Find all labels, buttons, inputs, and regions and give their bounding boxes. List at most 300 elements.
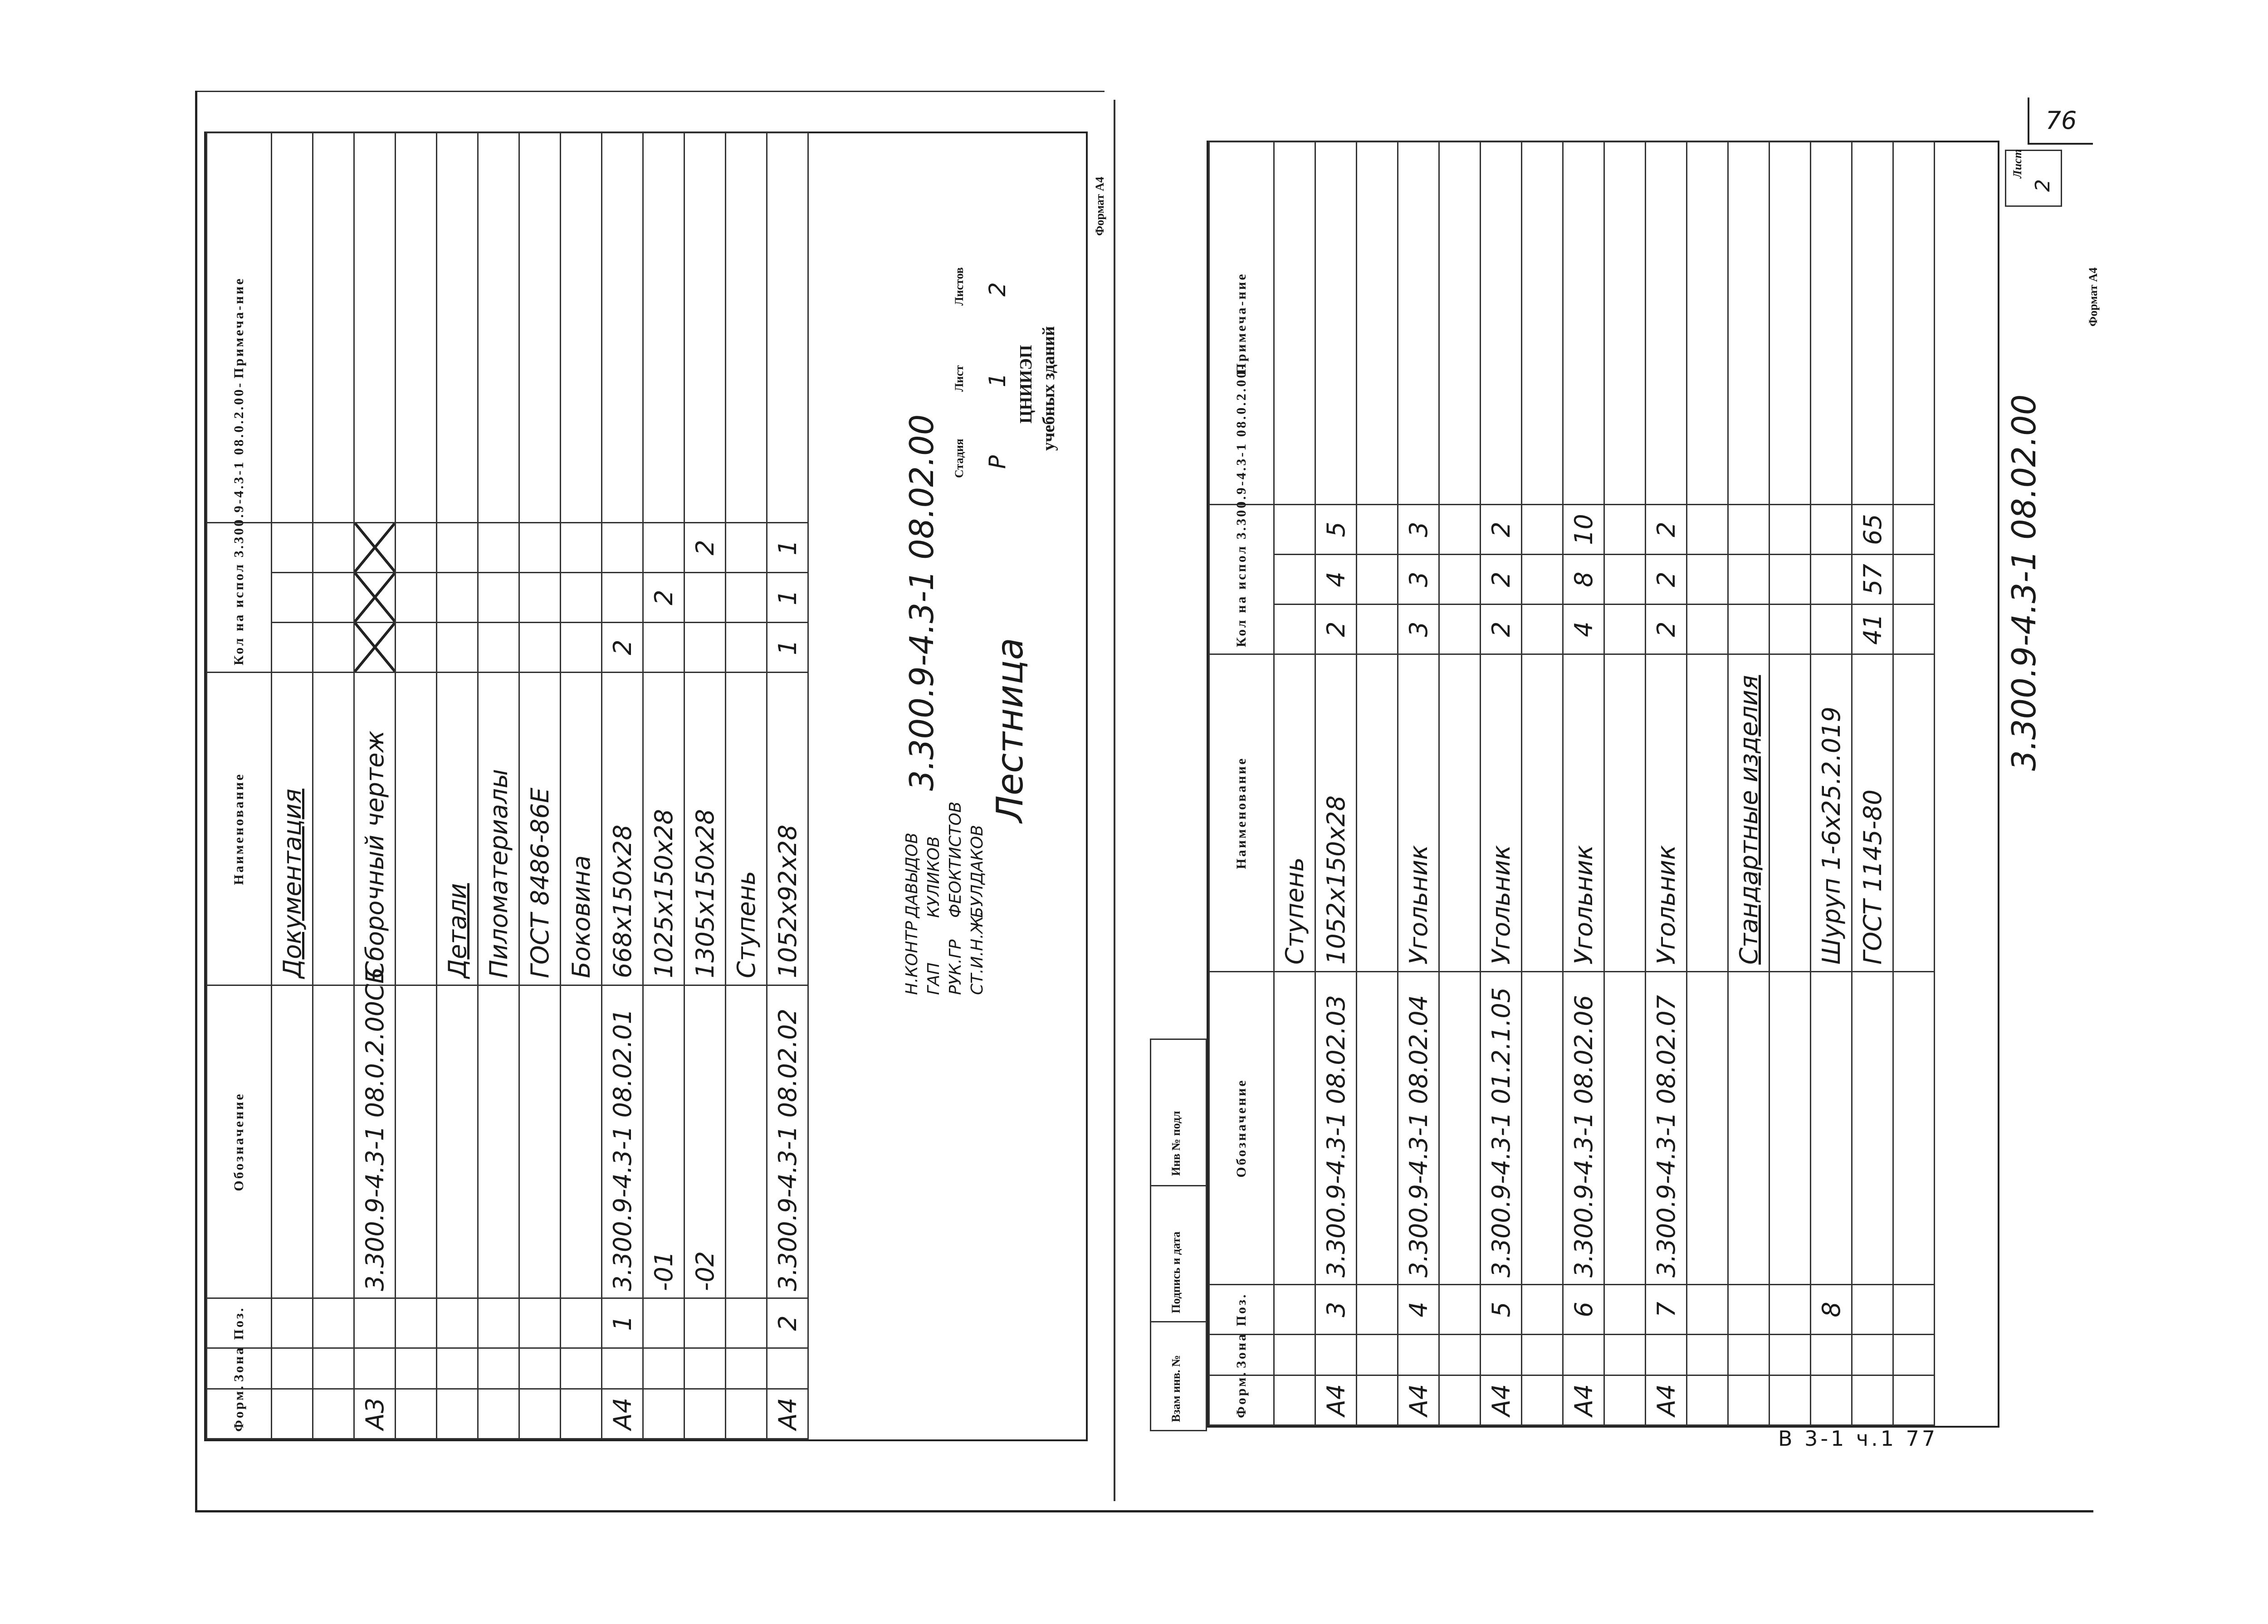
cell-designation — [437, 985, 478, 1298]
cell-format: А4 — [1315, 1375, 1357, 1425]
cell-pos — [1893, 1285, 1935, 1335]
cell-pos — [396, 1298, 437, 1348]
right-spec-sheet — [1207, 141, 1999, 1428]
cell-name: Стандартные изделия — [1728, 654, 1769, 972]
cell-pos — [354, 1298, 396, 1348]
stamp-person-name: ДАВЫДОВ — [903, 832, 921, 918]
cell-designation: 3.300.9-4.3-1 08.02.07 — [1646, 972, 1687, 1285]
cell-zone — [1769, 1335, 1811, 1375]
cell-qty — [1604, 504, 1646, 554]
cell-qty — [726, 623, 767, 673]
stamp-role: Н.КОНТР — [903, 921, 921, 995]
cell-qty — [602, 573, 643, 623]
cell-qty — [354, 623, 396, 673]
cell-zone — [354, 1348, 396, 1389]
cell-note — [1398, 141, 1439, 504]
qty-header-label: Кол на испол — [231, 562, 246, 665]
cell-qty — [272, 623, 313, 673]
cell-pos — [643, 1298, 684, 1348]
right-spec-rotated — [1208, 142, 1998, 1426]
spec-row — [519, 132, 561, 1439]
inventory-label: Взам инв. № — [1169, 1355, 1183, 1422]
cell-note — [1728, 141, 1769, 504]
cell-qty — [1357, 504, 1398, 554]
qty-header-code: 3.300.9-4.3-1 08.0.2.00- — [231, 381, 246, 558]
cell-name: Детали — [437, 673, 478, 985]
cell-pos — [519, 1298, 561, 1348]
cell-zone — [396, 1348, 437, 1389]
cell-designation — [396, 985, 437, 1298]
cell-pos: 4 — [1398, 1285, 1439, 1335]
cell-qty — [1728, 504, 1769, 554]
cell-name — [1357, 654, 1398, 972]
spec-row — [313, 132, 354, 1439]
cell-qty: 2 — [1481, 605, 1522, 654]
cell-qty — [1604, 555, 1646, 605]
inventory-cell — [1151, 1185, 1206, 1322]
cell-designation — [1604, 972, 1646, 1285]
cell-format — [1769, 1375, 1811, 1425]
cell-format — [726, 1389, 767, 1439]
cell-designation — [478, 985, 519, 1298]
cell-format — [396, 1389, 437, 1439]
stamp-org-line1: ЦНИИЭП — [1017, 345, 1036, 424]
inventory-cell — [1151, 1321, 1206, 1431]
cell-format — [478, 1389, 519, 1439]
cell-format — [1604, 1375, 1646, 1425]
cell-qty: 1 — [767, 573, 808, 623]
cell-qty: 2 — [1646, 504, 1687, 554]
cell-note — [1687, 141, 1728, 504]
spec-row — [1646, 141, 1687, 1425]
col-format-header: Форм. — [207, 1389, 272, 1439]
cell-zone — [519, 1348, 561, 1389]
spec-row — [1439, 141, 1481, 1425]
cell-qty — [1522, 504, 1563, 554]
cell-qty — [1769, 605, 1811, 654]
cell-name: Сборочный чертеж — [354, 673, 396, 985]
cell-zone — [1563, 1335, 1604, 1375]
cell-note — [396, 132, 437, 522]
cell-name — [1522, 654, 1563, 972]
cell-qty — [1357, 555, 1398, 605]
cell-name: Угольник — [1398, 654, 1439, 972]
cell-designation — [1439, 972, 1481, 1285]
cell-zone — [726, 1348, 767, 1389]
cell-pos — [313, 1298, 354, 1348]
right-sheet-label: Лист — [2011, 149, 2024, 178]
cell-name: 668х150х28 — [602, 673, 643, 985]
cell-name: Угольник — [1481, 654, 1522, 972]
cell-name: 1052х92х28 — [767, 673, 808, 985]
cell-zone — [1811, 1335, 1852, 1375]
cell-qty — [643, 623, 684, 673]
cell-qty — [726, 522, 767, 572]
cell-qty: 2 — [684, 522, 726, 572]
cell-qty — [1357, 605, 1398, 654]
cell-pos: 6 — [1563, 1285, 1604, 1335]
cell-name: Боковина — [561, 673, 602, 985]
right-header-row — [1209, 141, 1274, 1425]
cell-name: Ступень — [1274, 654, 1315, 972]
cell-designation: 3.300.9-4.3-1 08.02.04 — [1398, 972, 1439, 1285]
spec-row — [1852, 141, 1893, 1425]
cell-note — [602, 132, 643, 522]
cell-qty — [354, 522, 396, 572]
cell-note — [561, 132, 602, 522]
spec-row — [602, 132, 643, 1439]
cell-note — [354, 132, 396, 522]
cell-qty — [313, 522, 354, 572]
cell-qty — [1811, 555, 1852, 605]
cell-note — [519, 132, 561, 522]
cell-format — [1274, 1375, 1315, 1425]
col-note-header: Примеча-ние — [207, 132, 272, 522]
cell-name — [1439, 654, 1481, 972]
spec-row — [643, 132, 684, 1439]
cell-note — [1439, 141, 1481, 504]
cell-qty — [602, 522, 643, 572]
cell-qty — [1893, 504, 1935, 554]
stamp-sheets: 2 — [984, 282, 1011, 297]
cell-format — [1687, 1375, 1728, 1425]
cell-name: Шуруп 1-6х25.2.019 — [1811, 654, 1852, 972]
cell-format — [437, 1389, 478, 1439]
cell-name — [1893, 654, 1935, 972]
cell-qty — [1274, 605, 1315, 654]
stamp-role: РУК.ГР — [946, 939, 965, 995]
cell-qty — [1687, 555, 1728, 605]
cell-qty — [561, 522, 602, 572]
spec-row — [1687, 141, 1728, 1425]
cell-zone — [1728, 1335, 1769, 1375]
cell-pos — [1357, 1285, 1398, 1335]
cell-pos — [1439, 1285, 1481, 1335]
left-title-block — [885, 132, 1084, 1004]
spec-row — [1811, 141, 1852, 1425]
cell-name — [1769, 654, 1811, 972]
cell-pos — [272, 1298, 313, 1348]
cell-format — [561, 1389, 602, 1439]
cell-qty — [396, 623, 437, 673]
cell-format — [1852, 1375, 1893, 1425]
cell-qty — [1439, 555, 1481, 605]
stamp-name: Лестница — [989, 638, 1031, 823]
cell-qty — [1522, 605, 1563, 654]
spec-row — [1563, 141, 1604, 1425]
cell-qty: 41 — [1852, 605, 1893, 654]
cell-zone — [1852, 1335, 1893, 1375]
cell-qty — [1728, 605, 1769, 654]
inventory-strip — [1150, 1039, 1207, 1431]
cell-qty — [684, 573, 726, 623]
spec-row — [1481, 141, 1522, 1425]
cell-qty — [272, 522, 313, 572]
stamp-person-name: ФЕОКТИСТОВ — [946, 801, 965, 918]
spec-row — [1274, 141, 1315, 1425]
spec-row — [1604, 141, 1646, 1425]
cell-qty: 2 — [643, 573, 684, 623]
cell-note — [1522, 141, 1563, 504]
sheet-separator — [1114, 100, 1115, 1501]
cell-designation — [1522, 972, 1563, 1285]
cell-note — [437, 132, 478, 522]
cell-qty — [1687, 605, 1728, 654]
cell-qty: 3 — [1398, 504, 1439, 554]
cell-zone — [1357, 1335, 1398, 1375]
cell-qty — [1604, 605, 1646, 654]
cell-format: А3 — [354, 1389, 396, 1439]
cell-zone — [1315, 1335, 1357, 1375]
cell-format — [313, 1389, 354, 1439]
spec-row — [1893, 141, 1935, 1425]
cell-name: 1305х150х28 — [684, 673, 726, 985]
col-designation-header: Обозначение — [1209, 972, 1274, 1285]
cell-zone — [643, 1348, 684, 1389]
cell-pos — [437, 1298, 478, 1348]
cell-designation — [1274, 972, 1315, 1285]
cell-note — [726, 132, 767, 522]
spec-row — [684, 132, 726, 1439]
cell-designation — [313, 985, 354, 1298]
cell-zone — [272, 1348, 313, 1389]
cell-qty — [396, 573, 437, 623]
stamp-role: СТ.И.Н.Ж. — [968, 911, 987, 995]
inventory-label: Инв № подл — [1169, 1111, 1183, 1176]
cell-name: Угольник — [1646, 654, 1687, 972]
spec-row — [767, 132, 808, 1439]
cell-designation — [1811, 972, 1852, 1285]
cell-qty — [561, 623, 602, 673]
inventory-cell — [1151, 1040, 1206, 1185]
cell-qty — [354, 573, 396, 623]
cell-format — [1439, 1375, 1481, 1425]
col-name-header: Наименование — [207, 673, 272, 985]
cell-format — [643, 1389, 684, 1439]
cell-note — [1604, 141, 1646, 504]
col-pos-header: Поз. — [1209, 1285, 1274, 1335]
cell-zone — [437, 1348, 478, 1389]
cell-qty — [478, 573, 519, 623]
cell-qty — [1439, 504, 1481, 554]
stamp-role: ГАП — [924, 962, 943, 995]
cell-qty — [1728, 555, 1769, 605]
right-spec-table — [1208, 141, 1935, 1426]
cell-name — [313, 673, 354, 985]
qty-header-label: Кол на испол — [1234, 544, 1249, 647]
cell-format — [1811, 1375, 1852, 1425]
cell-note — [478, 132, 519, 522]
cell-zone — [602, 1348, 643, 1389]
spec-row — [1315, 141, 1357, 1425]
cell-note — [684, 132, 726, 522]
left-header-row — [207, 132, 272, 1439]
cell-qty — [1893, 555, 1935, 605]
stamp-stage: Р — [984, 455, 1011, 469]
cell-qty: 57 — [1852, 555, 1893, 605]
cell-name: Ступень — [726, 673, 767, 985]
cell-pos — [1522, 1285, 1563, 1335]
cell-format: А4 — [1646, 1375, 1687, 1425]
cell-qty — [313, 623, 354, 673]
cell-qty — [1811, 504, 1852, 554]
spec-row — [1398, 141, 1439, 1425]
cell-format: А4 — [1481, 1375, 1522, 1425]
cell-note — [1357, 141, 1398, 504]
col-qty-header — [1209, 363, 1274, 654]
cell-qty: 65 — [1852, 504, 1893, 554]
cell-qty: 3 — [1398, 555, 1439, 605]
cell-qty — [272, 573, 313, 623]
cell-designation: 3.300.9-4.3-1 08.0.2.00СБ — [354, 985, 396, 1298]
cell-qty — [1522, 555, 1563, 605]
page-number: 76 — [2028, 98, 2093, 145]
cell-name — [1604, 654, 1646, 972]
col-format-header: Форм. — [1209, 1375, 1274, 1425]
cell-zone — [1481, 1335, 1522, 1375]
cell-designation — [561, 985, 602, 1298]
inventory-label: Подпись и дата — [1169, 1231, 1183, 1313]
cell-format — [519, 1389, 561, 1439]
cell-pos — [1687, 1285, 1728, 1335]
cell-designation: 3.300.9-4.3-1 08.02.06 — [1563, 972, 1604, 1285]
cell-note — [1315, 141, 1357, 504]
cell-qty: 3 — [1398, 605, 1439, 654]
cell-format: А4 — [1563, 1375, 1604, 1425]
col-zone-header: Зона — [207, 1348, 272, 1389]
stamp-sheet-label: Лист — [953, 365, 966, 392]
cell-format: А4 — [1398, 1375, 1439, 1425]
cell-zone — [478, 1348, 519, 1389]
cell-note — [1893, 141, 1935, 504]
stamp-person-name: БУЛДАКОВ — [968, 824, 987, 918]
stamp-stage-label: Стадия — [953, 439, 966, 478]
cell-name: Пиломатериалы — [478, 673, 519, 985]
cell-qty — [643, 522, 684, 572]
cell-name: Угольник — [1563, 654, 1604, 972]
cell-qty — [1769, 555, 1811, 605]
right-format-label: Формат А4 — [2087, 267, 2100, 327]
cell-pos: 1 — [602, 1298, 643, 1348]
spec-row — [396, 132, 437, 1439]
cell-format — [1357, 1375, 1398, 1425]
cell-qty — [396, 522, 437, 572]
top-border — [197, 91, 1105, 92]
spec-row — [1769, 141, 1811, 1425]
cell-qty — [1687, 504, 1728, 554]
cell-qty: 4 — [1315, 555, 1357, 605]
cell-qty: 8 — [1563, 555, 1604, 605]
cell-note — [1852, 141, 1893, 504]
footer-code: В 3-1 ч.1 77 — [1778, 1426, 1938, 1451]
cell-qty — [1893, 605, 1935, 654]
cell-pos — [1604, 1285, 1646, 1335]
cell-qty — [1274, 555, 1315, 605]
col-note-header: Примеча-ние — [1209, 141, 1274, 504]
cell-qty: 2 — [1481, 555, 1522, 605]
cell-designation — [1893, 972, 1935, 1285]
cell-qty — [478, 522, 519, 572]
stamp-sheets-label: Листов — [953, 267, 966, 306]
cell-qty: 2 — [602, 623, 643, 673]
cell-qty: 2 — [1315, 605, 1357, 654]
cell-name — [396, 673, 437, 985]
right-stamp-code: 3.300.9-4.3-1 08.02.00 — [2005, 394, 2043, 771]
cell-pos: 8 — [1811, 1285, 1852, 1335]
cell-note — [1769, 141, 1811, 504]
cell-zone — [1398, 1335, 1439, 1375]
left-format-label: Формат А4 — [1093, 176, 1106, 236]
cell-designation — [1769, 972, 1811, 1285]
cell-designation — [272, 985, 313, 1298]
cell-pos — [1274, 1285, 1315, 1335]
right-sheet-number: 2 — [2031, 179, 2054, 192]
cell-designation: 3.300.9-4.3-1 08.02.02 — [767, 985, 808, 1298]
cell-note — [1274, 141, 1315, 504]
cell-pos — [684, 1298, 726, 1348]
cell-qty: 2 — [1481, 504, 1522, 554]
cell-format — [1893, 1375, 1935, 1425]
col-zone-header: Зона — [1209, 1335, 1274, 1375]
cell-qty: 4 — [1563, 605, 1604, 654]
spec-row — [272, 132, 313, 1439]
cell-zone — [1646, 1335, 1687, 1375]
cell-designation — [1728, 972, 1769, 1285]
cell-zone — [1522, 1335, 1563, 1375]
cell-qty — [437, 573, 478, 623]
cell-qty: 2 — [1646, 605, 1687, 654]
cell-name: 1052х150х28 — [1315, 654, 1357, 972]
cell-qty: 1 — [767, 623, 808, 673]
cell-qty: 1 — [767, 522, 808, 572]
cell-note — [1811, 141, 1852, 504]
stamp-sheet: 1 — [984, 373, 1011, 387]
cell-note — [767, 132, 808, 522]
cell-zone — [1687, 1335, 1728, 1375]
cell-qty — [1274, 504, 1315, 554]
spec-row — [1357, 141, 1398, 1425]
cell-designation: -02 — [684, 985, 726, 1298]
right-sheet-box — [2005, 150, 2062, 207]
col-name-header: Наименование — [1209, 654, 1274, 972]
cell-format: А4 — [767, 1389, 808, 1439]
cell-pos: 2 — [767, 1298, 808, 1348]
cell-qty — [726, 573, 767, 623]
cell-designation: 3.300.9-4.3-1 01.2.1.05 — [1481, 972, 1522, 1285]
cell-qty — [1769, 504, 1811, 554]
cell-zone — [1439, 1335, 1481, 1375]
cell-qty — [519, 573, 561, 623]
stamp-person-name: КУЛИКОВ — [924, 836, 943, 918]
cell-designation: 3.300.9-4.3-1 08.02.03 — [1315, 972, 1357, 1285]
cell-pos — [1728, 1285, 1769, 1335]
cell-designation: -01 — [643, 985, 684, 1298]
qty-header-code: 3.300.9-4.3-1 08.0.2.00- — [1234, 363, 1249, 540]
cell-name: 1025х150х28 — [643, 673, 684, 985]
cell-format — [1522, 1375, 1563, 1425]
cell-note — [1481, 141, 1522, 504]
cell-designation — [519, 985, 561, 1298]
cell-qty: 2 — [1646, 555, 1687, 605]
cell-qty — [561, 573, 602, 623]
cell-name: Документация — [272, 673, 313, 985]
cell-format: А4 — [602, 1389, 643, 1439]
cell-qty — [437, 623, 478, 673]
cell-note — [643, 132, 684, 522]
cell-designation — [1687, 972, 1728, 1285]
cell-zone — [1893, 1335, 1935, 1375]
cell-designation: 3.300.9-4.3-1 08.02.01 — [602, 985, 643, 1298]
